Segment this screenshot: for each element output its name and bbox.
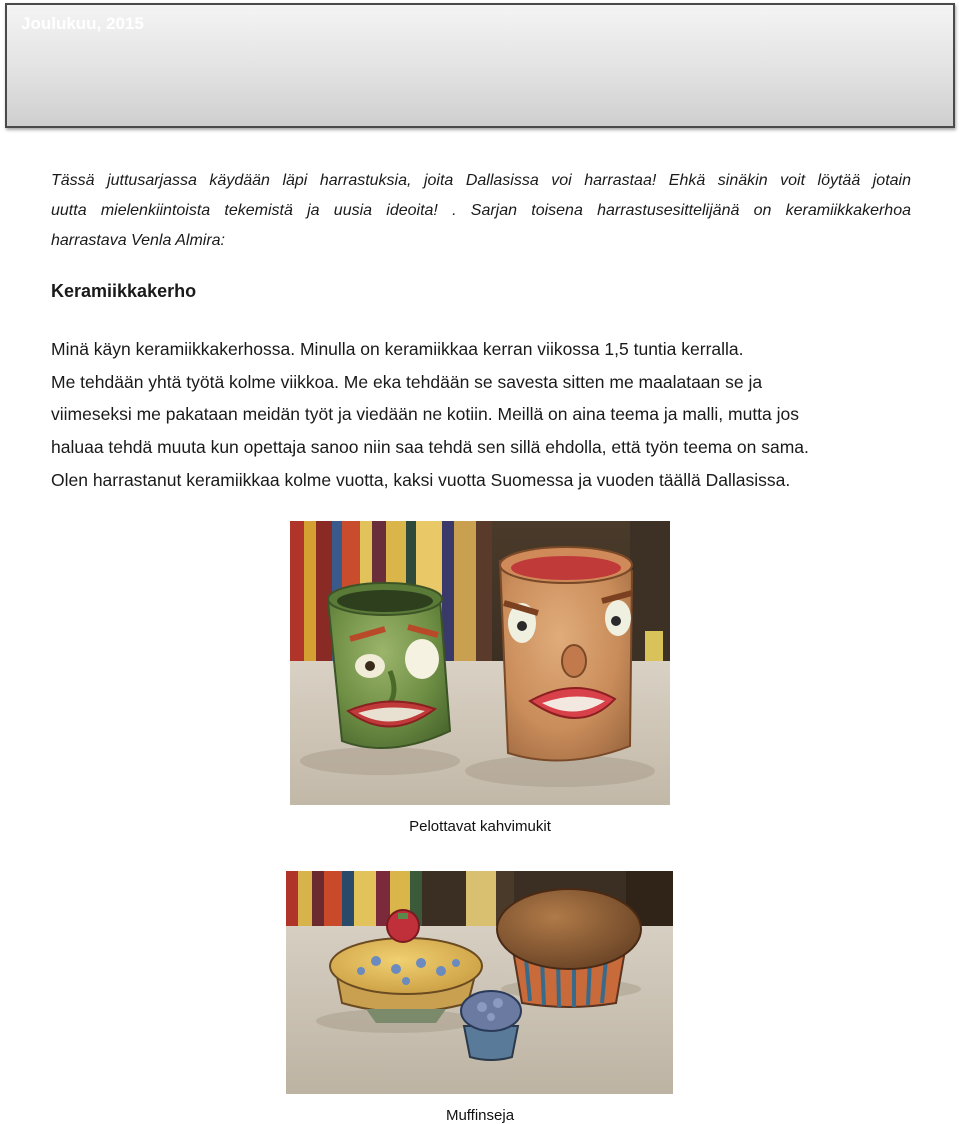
photo-caption: Pelottavat kahvimukit xyxy=(409,818,551,835)
body-line: viimeseksi me pakataan meidän työt ja viedään ne kotiin. Meillä on aina teema ja malli, mutta jos xyxy=(51,404,800,425)
intro-line: Tässä juttusarjassa käydään läpi harrastuksia, joita Dallasissa voi harrastaa! Ehkä sinäkin voit löytää jotain xyxy=(51,172,911,189)
intro-line: harrastava Venla Almira: xyxy=(51,232,225,249)
section-title: Keramiikkakerho xyxy=(51,281,197,301)
photo-muffins xyxy=(286,871,673,1094)
body-line: Olen harrastanut keramiikkaa kolme vuotta, kaksi vuotta Suomessa ja vuoden täällä Dallasissa. xyxy=(51,469,791,490)
body-line: Minä käyn keramiikkakerhossa. Minulla on keramiikkaa kerran viikossa 1,5 tuntia kerralla. xyxy=(51,339,744,359)
body-paragraph xyxy=(51,333,931,497)
photo-face-mugs xyxy=(290,521,670,805)
header-banner xyxy=(5,3,955,128)
body-line: Me tehdään yhtä työtä kolme viikkoa. Me eka tehdään se savesta sitten me maalataan se ja xyxy=(51,371,763,392)
intro-line: uutta mielenkiintoista tekemistä ja uusia ideoita! . Sarjan toisena harrastusesittelijänä on keramiikkakerhoa xyxy=(51,202,911,219)
photo-caption: Muffinseja xyxy=(445,1107,515,1124)
intro-paragraph xyxy=(51,166,911,256)
body-line: haluaa tehdä muuta kun opettaja sanoo niin saa tehdä sen sillä ehdolla, että työn teema on sama. xyxy=(51,437,809,458)
header-date: Joulukuu, 2015 xyxy=(21,14,144,33)
